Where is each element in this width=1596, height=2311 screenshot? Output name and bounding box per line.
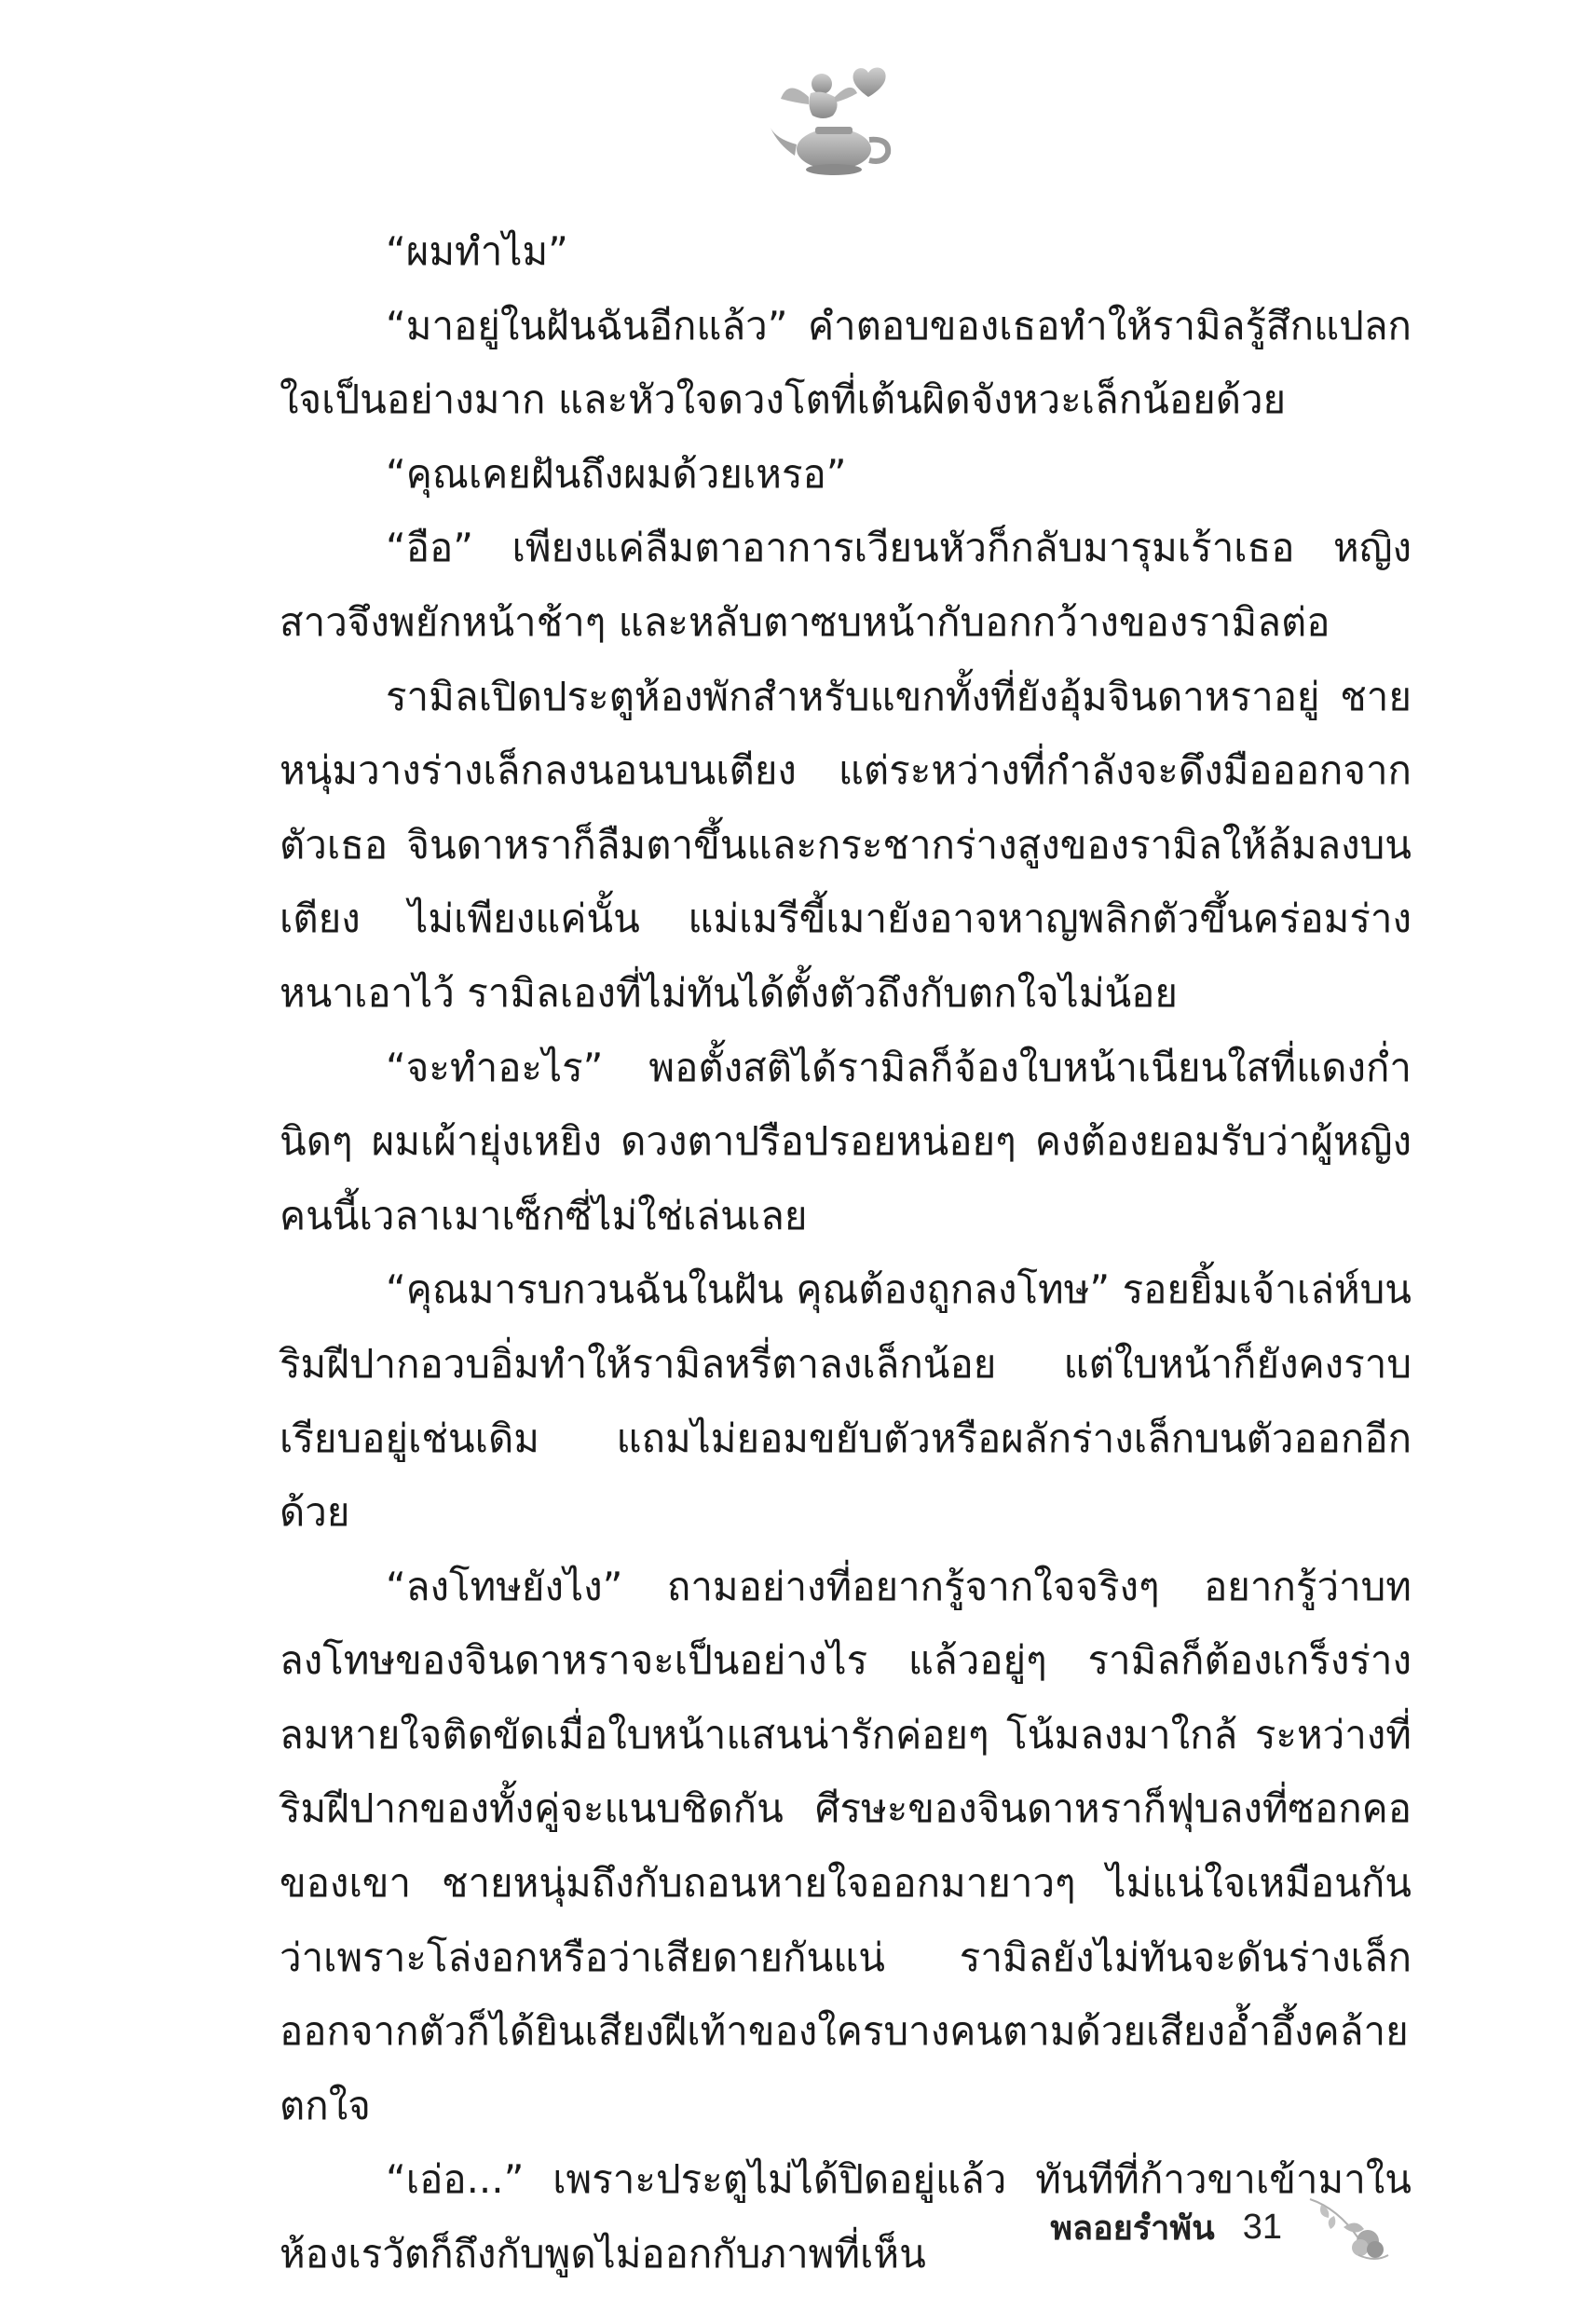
book-title: พลอยรำพัน [1050,2208,1215,2248]
paragraph: รามิลเปิดประตูห้องพักสำหรับแขกทั้งที่ยังอุ้มจินดาหราอยู่ ชายหนุ่มวางร่างเล็กลงนอนบนเตียง แต่ระหว่างที่กำลังจะดึงมือออกจากตัวเธอ จินดาหราก็ลืมตาขึ้นและกระชากร่างสูงของรามิลให้ล้มลงบนเตียง ไม่เพียงแค่นั้น แม่เมรีขี้เมายังอาจหาญพลิกตัวขึ้นคร่อมร่างหนาเอาไว้ รามิลเองที่ไม่ทันได้ตั้งตัวถึงกับตกใจไม่น้อย [280,673,1412,1016]
paragraph: “คุณมารบกวนฉันในฝัน คุณต้องถูกลงโทษ” รอยยิ้มเจ้าเล่ห์บนริมฝีปากอวบอิ่มทำให้รามิลหรี่ตาลงเล็กน้อย แต่ใบหน้าก็ยังคงราบเรียบอยู่เช่นเดิม แถมไม่ยอมขยับตัวหรือผลักร่างเล็กบนตัวออกอีกด้วย [280,1266,1412,1536]
paragraph: “จะทำอะไร” พอตั้งสติได้รามิลก็จ้องใบหน้าเนียนใสที่แดงก่ำนิดๆ ผมเผ้ายุ่งเหยิง ดวงตาปรือปรอยหน่อยๆ คงต้องยอมรับว่าผู้หญิงคนนี้เวลาเมาเซ็กซี่ไม่ใช่เล่นเลย [280,1044,1412,1238]
paragraph: “คุณเคยฝันถึงผมด้วยเหรอ” [386,450,847,497]
paragraph: “อือ” เพียงแค่ลืมตาอาการเวียนหัวก็กลับมารุมเร้าเธอ หญิงสาวจึงพยักหน้าช้าๆ และหลับตาซบหน้ากับอกกว้างของรามิลต่อ [280,525,1412,645]
page-footer [1050,2190,1391,2264]
flower-icon [1303,2190,1391,2264]
page-number: 31 [1242,2207,1282,2247]
paragraph: “มาอยู่ในฝันฉันอีกแล้ว” คำตอบของเธอทำให้รามิลรู้สึกแปลกใจเป็นอย่างมาก และหัวใจดวงโตที่เต้นผิดจังหวะเล็กน้อยด้วย [280,302,1412,423]
paragraph: “ผมทำไม” [386,228,568,274]
cupid-teapot-icon [764,56,904,186]
story-text [280,214,1412,2291]
paragraph: “เอ่อ...” เพราะประตูไม่ได้ปิดอยู่แล้ว ทันทีที่ก้าวขาเข้ามาในห้องเรวัตก็ถึงกับพูดไม่ออกกับภาพที่เห็น [280,2156,1412,2277]
paragraph: “ลงโทษยังไง” ถามอย่างที่อยากรู้จากใจจริงๆ อยากรู้ว่าบทลงโทษของจินดาหราจะเป็นอย่างไร แล้วอยู่ๆ รามิลก็ต้องเกร็งร่าง ลมหายใจติดขัดเมื่อใบหน้าแสนน่ารักค่อยๆ โน้มลงมาใกล้ ระหว่างที่ริมฝีปากของทั้งคู่จะแนบชิดกัน ศีรษะของจินดาหราก็ฟุบลงที่ซอกคอของเขา ชายหนุ่มถึงกับถอนหายใจออกมายาวๆ ไม่แน่ใจเหมือนกันว่าเพราะโล่งอกหรือว่าเสียดายกันแน่ รามิลยังไม่ทันจะดันร่างเล็กออกจากตัวก็ได้ยินเสียงฝีเท้าของใครบางคนตามด้วยเสียงอ้ำอึ้งคล้ายตกใจ [280,1563,1412,2128]
